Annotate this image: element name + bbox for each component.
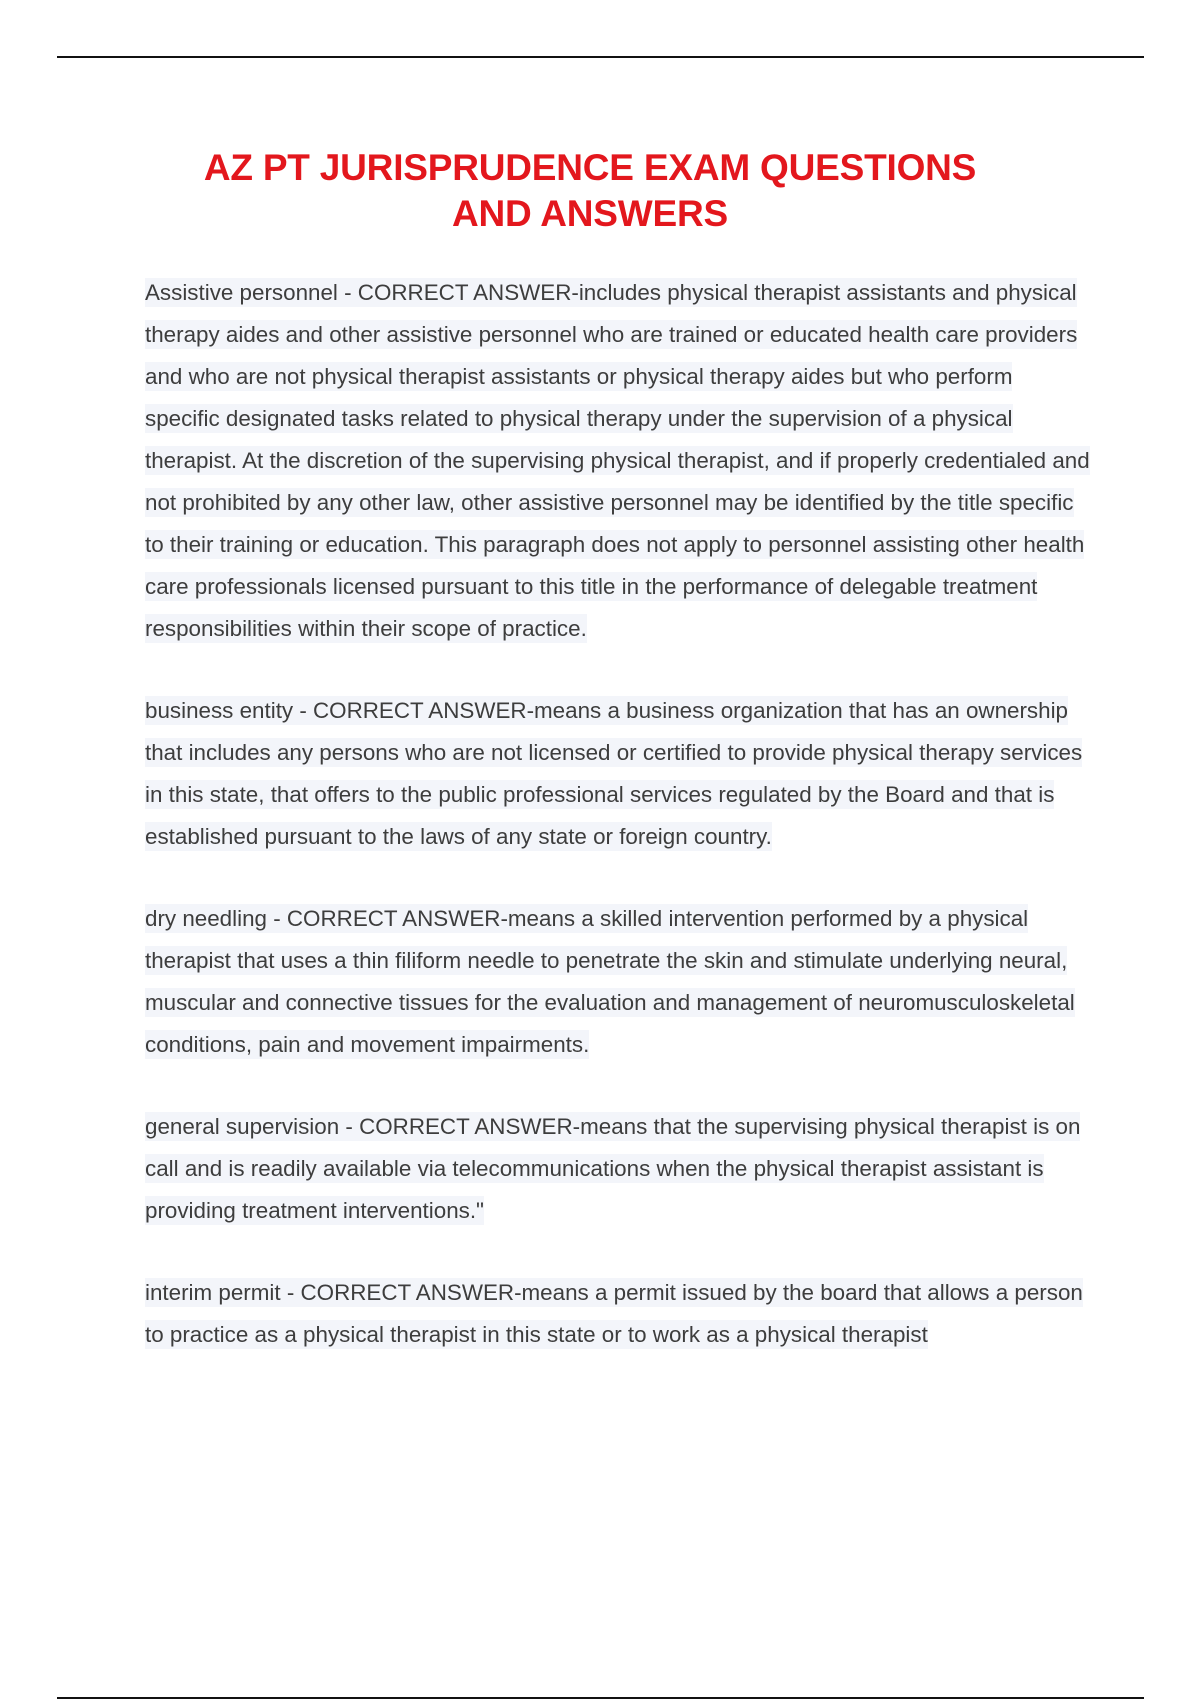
qa-entry-business-entity	[145, 690, 1090, 858]
entry-text: Assistive personnel - CORRECT ANSWER-includes physical therapist assistants and physical therapy aides and other assistive personnel who are trained or educated health care providers and who are not physical therapist assistants or physical therapy aides but who perform specific designated tasks related to physical therapy under the supervision of a physical therapist. At the discretion of the supervising physical therapist, and if properly credentialed and not prohibited by any other law, other assistive personnel may be identified by the title specific to their training or education. This paragraph does not apply to personnel assisting other health care professionals licensed pursuant to this title in the performance of delegable treatment responsibilities within their scope of practice.	[145, 280, 1090, 641]
qa-entry-interim-permit	[145, 1272, 1090, 1356]
qa-list	[145, 272, 1090, 1396]
entry-text: business entity - CORRECT ANSWER-means a business organization that has an ownership that includes any persons who are not licensed or certified to provide physical therapy services in this state, that offers to the public professional services regulated by the Board and that is established pursuant to the laws of any state or foreign country.	[145, 698, 1083, 849]
entry-text: general supervision - CORRECT ANSWER-means that the supervising physical therapist is on call and is readily available via telecommunications when the physical therapist assistant is providing treatment interventions."	[145, 1114, 1081, 1223]
entry-text: interim permit - CORRECT ANSWER-means a permit issued by the board that allows a person to practice as a physical therapist in this state or to work as a physical therapist	[145, 1280, 1083, 1347]
qa-entry-assistive-personnel	[145, 272, 1090, 650]
qa-entry-general-supervision	[145, 1106, 1090, 1232]
entry-text: dry needling - CORRECT ANSWER-means a skilled intervention performed by a physical therapist that uses a thin filiform needle to penetrate the skin and stimulate underlying neural, muscular and connective tissues for the evaluation and management of neuromusculoskeletal conditions, pain and movement impairments.	[145, 906, 1075, 1057]
title-line-2: AND ANSWERS	[452, 193, 728, 234]
bottom-rule	[57, 1697, 1144, 1699]
top-rule	[57, 56, 1144, 58]
page-title	[140, 145, 1040, 237]
qa-entry-dry-needling	[145, 898, 1090, 1066]
title-line-1: AZ PT JURISPRUDENCE EXAM QUESTIONS	[203, 147, 977, 188]
